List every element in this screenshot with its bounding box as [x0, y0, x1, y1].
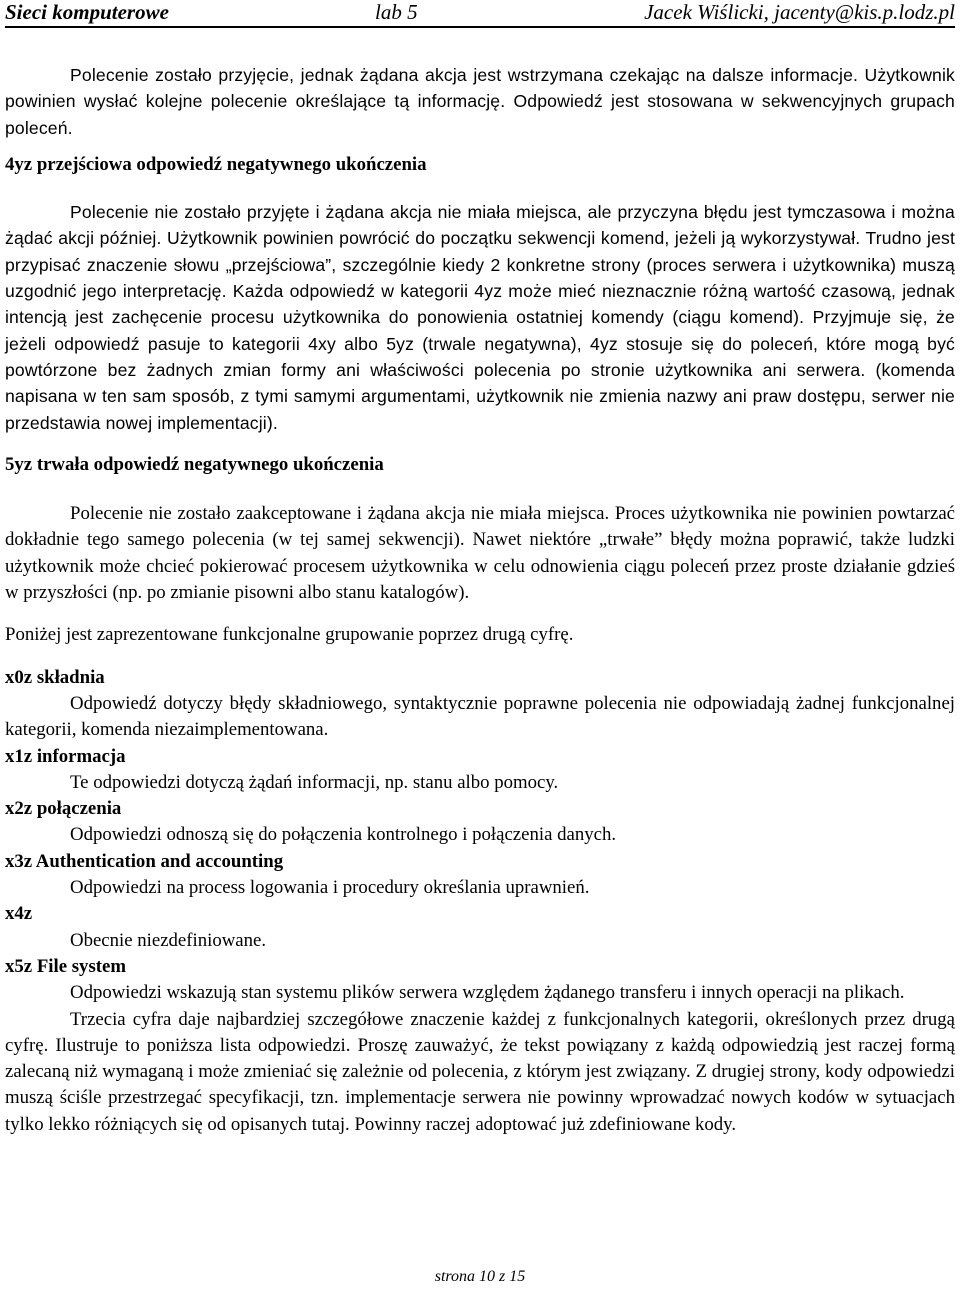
group-title-x2z: x2z połączenia — [5, 798, 122, 820]
group-title-x0z: x0z składnia — [5, 666, 105, 688]
grouping-intro: Poniżej jest zaprezentowane funkcjonalne grupowanie poprzez drugą cyfrę. — [5, 624, 574, 646]
group-title-x4z: x4z — [5, 903, 33, 925]
group-title-x5z: x5z File system — [5, 955, 126, 977]
heading-5yz: 5yz trwała odpowiedź negatywnego ukończenia — [5, 453, 384, 475]
lab-label: lab 5 — [375, 0, 418, 24]
author-contact: Jacek Wiślicki, jacenty@kis.p.lodz.pl — [644, 0, 955, 24]
group-desc-x5z: Odpowiedzi wskazują stan systemu plików serwera względem żądanego transferu i innych operacji na plikach. — [70, 982, 905, 1004]
group-title-x3z: x3z Authentication and accounting — [5, 850, 284, 872]
intro-paragraph: Polecenie zostało przyjęcie, jednak żądana akcja jest wstrzymana czekając na dalsze informacje. Użytkownik powinien wysłać kolejne polecenie określające tą informację. Odpowiedź jest stosowana w sekwencyjnych grupach poleceń. — [5, 65, 955, 138]
group-desc-x1z: Te odpowiedzi dotyczą żądań informacji, np. stanu albo pomocy. — [70, 771, 559, 793]
third-digit-paragraph: Trzecia cyfra daje najbardziej szczegółowe znaczenie każdej z funkcjonalnych kategorii, określonych przez drugą cyfrę. Ilustruje to poniższa lista odpowiedzi. Proszę zauważyć, że tekst powiązany z każdą odpowiedzią jest raczej formą zalecaną niż wymaganą i może zmieniać się zależnie od polecenia, z którym jest związany. Z drugiej strony, kody odpowiedzi muszą ściśle przestrzegać specyfikacji, tzn. implementacje serwera nie powinny wprowadzać nowych kodów w sytuacjach tylko lekko różniących się od opisanych tutaj. Powinny raczej adoptować już zdefiniowane kody. — [5, 1008, 955, 1135]
group-desc-x0z: Odpowiedź dotyczy błędy składniowego, syntaktycznie poprawne polecenia nie odpowiadają żadnej funkcjonalnej kategorii, komenda niezaimplementowana. — [5, 692, 955, 741]
paragraph-5yz: Polecenie nie zostało zaakceptowane i żądana akcja nie miała miejsca. Proces użytkownika nie powinien powtarzać dokładnie tego samego polecenia (w tej samej sekwencji). Nawet niektóre „trwałe” błędy można poprawić, także ludzki użytkownik może chcieć pokierować procesem użytkownika w celu odnowienia ciągu poleceń przez proste działanie gdzieś w przyszłości (np. po zmianie pisowni albo stanu katalogów). — [5, 503, 955, 604]
group-desc-x2z: Odpowiedzi odnoszą się do połączenia kontrolnego i połączenia danych. — [70, 824, 617, 846]
heading-4yz: 4yz przejściowa odpowiedź negatywnego ukończenia — [5, 153, 427, 175]
group-desc-x4z: Obecnie niezdefiniowane. — [70, 929, 267, 951]
paragraph-4yz: Polecenie nie zostało przyjęte i żądana akcja nie miała miejsca, ale przyczyna błędu jest tymczasowa i można żądać akcji później. Użytkownik powinien powrócić do początku sekwencji komend, jeżeli ją wykorzystywał. Trudno jest przypisać znaczenie słowu „przejściowa”, szczególnie kiedy 2 konkretne strony (proces serwera i użytkownika) muszą uzgodnić jego interpretację. Każda odpowiedź w kategorii 4yz może mieć nieznacznie różną wartość czasową, jednak intencją jest zachęcenie procesu użytkownika do ponowienia ostatniej komendy (ciągu komend). Przyjmuje się, że jeżeli odpowiedź pasuje to kategorii 4xy albo 5yz (trwale negatywna), 4yz stosuje się do poleceń, które mogą być powtórzone bez żadnych zmian formy ani właściwości polecenia po stronie użytkownika ani serwera. (komenda napisana w ten sam sposób, z tymi samymi argumentami, użytkownik nie zmienia nazwy ani praw dostępu, serwer nie przedstawia nowej implementacji). — [5, 202, 955, 433]
page-header — [5, 0, 955, 28]
group-title-x1z: x1z informacja — [5, 745, 126, 767]
group-desc-x3z: Odpowiedzi na process logowania i procedury określania uprawnień. — [70, 877, 590, 899]
page-number: strona 10 z 15 — [434, 1268, 526, 1285]
document-body — [5, 62, 955, 1138]
course-title: Sieci komputerowe — [5, 0, 169, 24]
